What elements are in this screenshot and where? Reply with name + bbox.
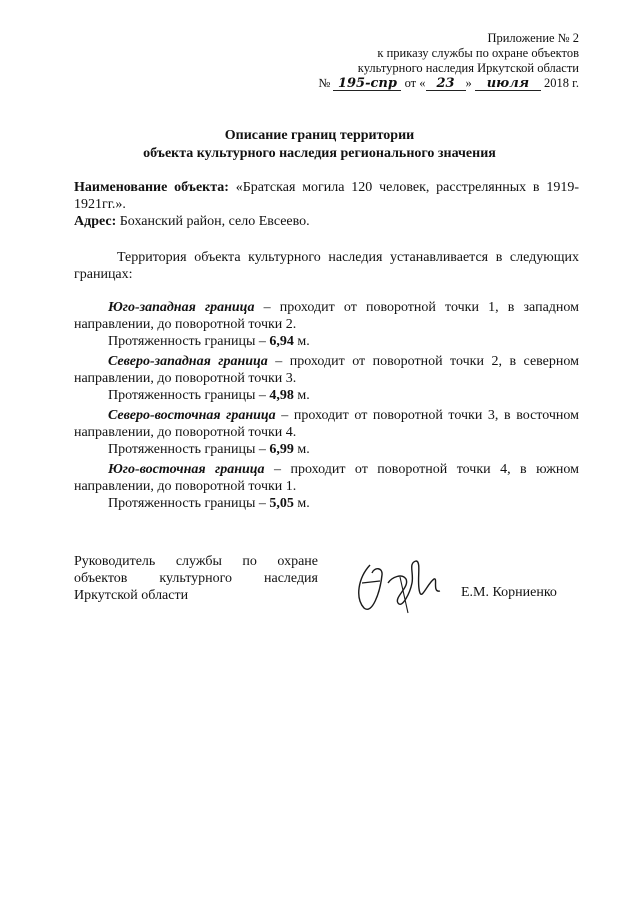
border-length-unit: м. [297,334,310,349]
order-number-prefix: № [318,76,331,90]
border-description [74,353,579,387]
object-info [74,179,579,230]
border-description [74,407,579,441]
order-day-suffix: » [465,76,472,90]
border-length [74,333,579,350]
title-line-2: объекта культурного наследия регионального значения [143,146,496,161]
object-name-paragraph [74,179,579,213]
object-name-value: «Братская могила 120 человек, расстрелянных в 1919-1921гг.». [74,180,580,212]
border-length-value: 5,05 [269,496,294,511]
border-description [74,299,579,333]
border-text: – проходит от поворотной точки 4, в южном направлении, до поворотной точки 1. [74,462,579,494]
border-length-label: Протяженность границы – [108,496,266,511]
handwritten-signature [350,553,450,623]
border-length-label: Протяженность границы – [108,388,266,403]
handwritten-order-number: 195-спр [333,77,401,91]
border-name: Юго-восточная граница [108,462,265,477]
border-text: – проходит от поворотной точки 3, в восточном направлении, до поворотной точки 4. [74,408,579,440]
border-description [74,461,579,495]
border-length-label: Протяженность границы – [108,442,266,457]
appendix-line-1: Приложение № 2 [487,31,579,45]
border-text: – проходит от поворотной точки 1, в западном направлении, до поворотной точки 2. [74,300,579,332]
order-number-date-line [318,76,579,91]
appendix-header [318,31,579,91]
border-length-label: Протяженность границы – [108,334,266,349]
border-length [74,387,579,404]
document-title [0,127,639,163]
order-date-prefix: от « [404,76,426,90]
border-name: Юго-западная граница [108,300,255,315]
border-name: Северо-западная граница [108,354,268,369]
signatory-name: Е.М. Корниенко [461,585,557,600]
border-length-value: 4,98 [269,388,294,403]
handwritten-order-month: июля [475,77,541,91]
border-length [74,441,579,458]
object-address-value: Боханский район, село Евсеево. [119,214,310,229]
signatory-position [74,553,318,604]
signatory-position-line-3: Иркутской области [74,588,189,603]
border-length-unit: м. [297,496,310,511]
border-length-unit: м. [297,442,310,457]
appendix-line-2: к приказу службы по охране объектов [377,46,579,60]
borders-list [74,299,579,515]
border-text: – проходит от поворотной точки 2, в северном направлении, до поворотной точки 3. [74,354,579,386]
object-address-paragraph [74,213,579,230]
handwritten-order-day: 23 [426,77,466,91]
signatory-position-line-1: Руководитель службы по охране [74,554,318,569]
border-name: Северо-восточная граница [108,408,276,423]
object-address-label: Адрес: [74,214,117,229]
border-length-value: 6,99 [269,442,294,457]
title-line-1: Описание границ территории [224,128,415,143]
appendix-line-3: культурного наследия Иркутской области [357,61,579,75]
object-name-label: Наименование объекта: [74,180,229,195]
signatory-position-line-2: объектов культурного наследия [74,571,318,586]
territory-intro: Территория объекта культурного наследия устанавливается в следующих границах: [74,250,579,282]
border-length-unit: м. [297,388,310,403]
border-length [74,495,579,512]
border-length-value: 6,94 [269,334,294,349]
order-year: 2018 г. [544,76,579,90]
